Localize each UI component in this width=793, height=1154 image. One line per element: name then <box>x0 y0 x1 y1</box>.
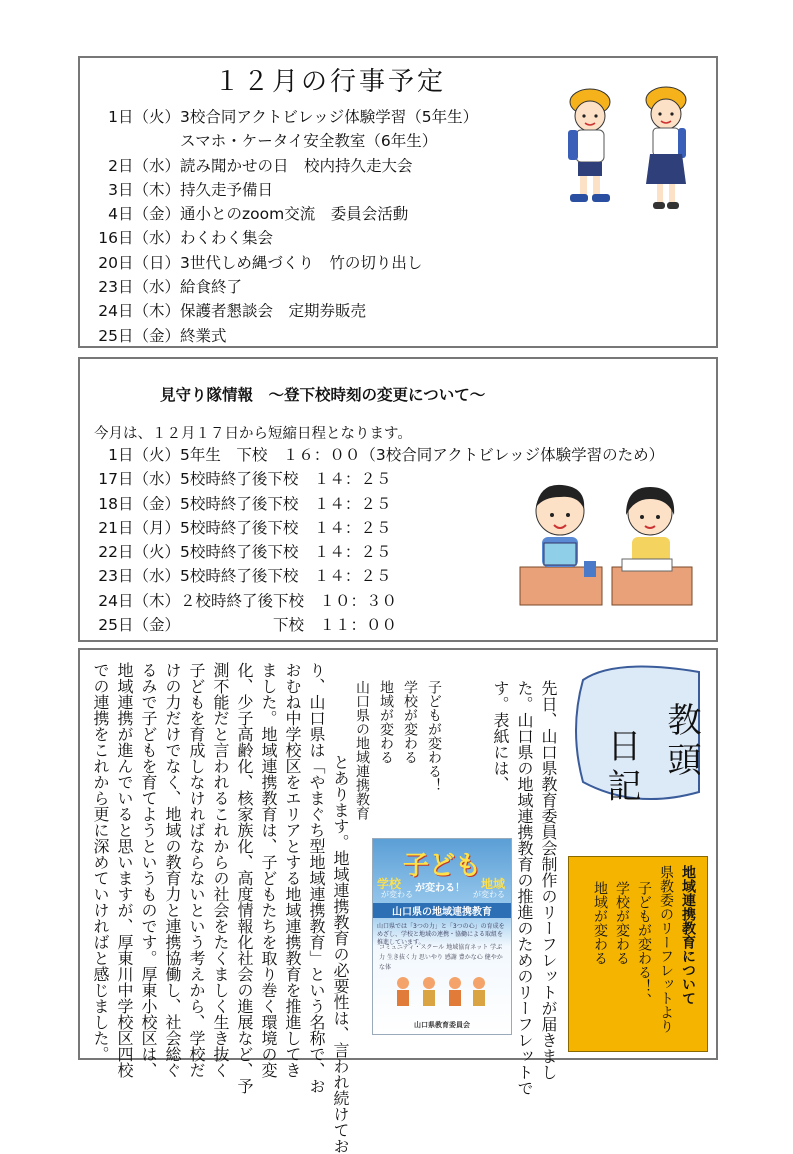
schedule-list <box>88 105 478 348</box>
patrol-title: 見守り隊情報 ～登下校時刻の変更について～ <box>160 386 486 404</box>
leaflet-headline: 子ども <box>402 851 481 881</box>
list-item: 16日（水）わくわく集会 <box>98 229 274 248</box>
list-item: 25日（金） 下校 １１：００ <box>98 616 398 635</box>
sidebar-heading: 地域連携教育について <box>680 865 696 1005</box>
children-studying-illustration <box>518 481 694 609</box>
leaflet-banner: 山口県の地域連携教育 <box>373 903 511 918</box>
list-item: スマホ・ケータイ安全教室（6年生） <box>180 132 438 151</box>
list-item: 20日（日）3世代しめ縄づくり 竹の切り出し <box>98 253 423 272</box>
leaflet-issuer: 山口県教育委員会 <box>414 1021 470 1029</box>
list-item: 1日（火）3校合同アクトビレッジ体験学習（5年生） <box>108 108 479 126</box>
list-item: 18日（金）5校時終了後下校 １４：２５ <box>98 494 392 513</box>
list-item: 21日（月）5校時終了後下校 １４：２５ <box>98 518 392 537</box>
leaflet-people-icon <box>391 973 491 1013</box>
list-item: 24日（木）２校時終了後下校 １０：３０ <box>98 591 398 610</box>
list-item: 2日（水）読み聞かせの日 校内持久走大会 <box>108 156 413 175</box>
leaflet-cover-image: 子ども 学校 が変わる が変わる！ 地域 が変わる 山口県の地域連携教育 山口県では「3つの力」と「3つの心」の育成をめざし、学校と地域の連携・協働による取組を推進しています。 コミュニティ・スクール 地域協育ネット 学ぶ力 生き抜く力 思いやり 感謝 豊かな心 健やかな体 山口県教育委員会 <box>372 838 512 1035</box>
students-walking-illustration <box>558 80 708 230</box>
leaflet-quote: 子どもが変わる！ 学校が変わる 地域が変わる 山口県の地域連携教育 <box>354 680 442 820</box>
diary-title-right: 教頭 <box>661 702 701 782</box>
diary-paragraph-2: とあります。地域連携教育の必要性は、言われ続けてお り、山口県は「やまぐち型地域連携教育」という名称で、お おむね中学校区をエリアとする地域連携教育を推進してき ました。地域連携教育は、子どもたちを取り巻く環境の変 化、少子高齢化、核家族化、高度情報化社会の進展など、予 測不能だと言われるこれからの社会をたくましく生き抜く 子どもを育成しなければならないという考えから、学校だ けの力だけでなく、地域の教育力と連携協働し、社会総ぐ るみで子どもを育てようというものです。厚東小校区は、 地域連携が進んでいると思いますが、厚東川中学校区四校 での連携をこれから更に深めていければと感じました。 <box>91 662 350 1154</box>
list-item: 4日（金）通小とのzoom交流 委員会活動 <box>108 205 409 224</box>
schedule-section <box>78 56 718 348</box>
schedule-title: １２月の行事予定 <box>213 67 446 97</box>
diary-section <box>78 648 718 1154</box>
list-item: 23日（水）5校時終了後下校 １４：２５ <box>98 567 392 586</box>
list-item: 17日（水）5校時終了後下校 １４：２５ <box>98 470 392 489</box>
list-item: 25日（金）終業式 <box>98 326 227 345</box>
patrol-section <box>78 357 718 642</box>
list-item: 24日（木）保護者懇談会 定期券販売 <box>98 302 367 321</box>
sidebar-note: 地域連携教育について 県教委のリーフレットより 子どもが変わる！、 学校が変わる 地域が変わる <box>568 856 708 1052</box>
leaflet-tags: コミュニティ・スクール 地域協育ネット 学ぶ力 生き抜く力 思いやり 感謝 豊かな心 健やかな体 <box>379 944 503 971</box>
list-item: 22日（火）5校時終了後下校 １４：２５ <box>98 543 392 562</box>
list-item: 23日（水）給食終了 <box>98 278 243 297</box>
diary-paragraph-1: 先日、山口県教育委員会制作のリーフレットが届きまし た。山口県の地域連携教育の推進のためのリーフレットで す。表紙には、 <box>491 680 558 1096</box>
diary-title-left: 日記 <box>601 728 641 808</box>
list-item: 1日（火）5年生 下校 １６：００（3校合同アクトビレッジ体験学習のため） <box>108 446 665 464</box>
patrol-intro: 今月は、１２月１７日から短縮日程となります。 <box>94 426 412 442</box>
list-item: 3日（木）持久走予備日 <box>108 180 274 199</box>
